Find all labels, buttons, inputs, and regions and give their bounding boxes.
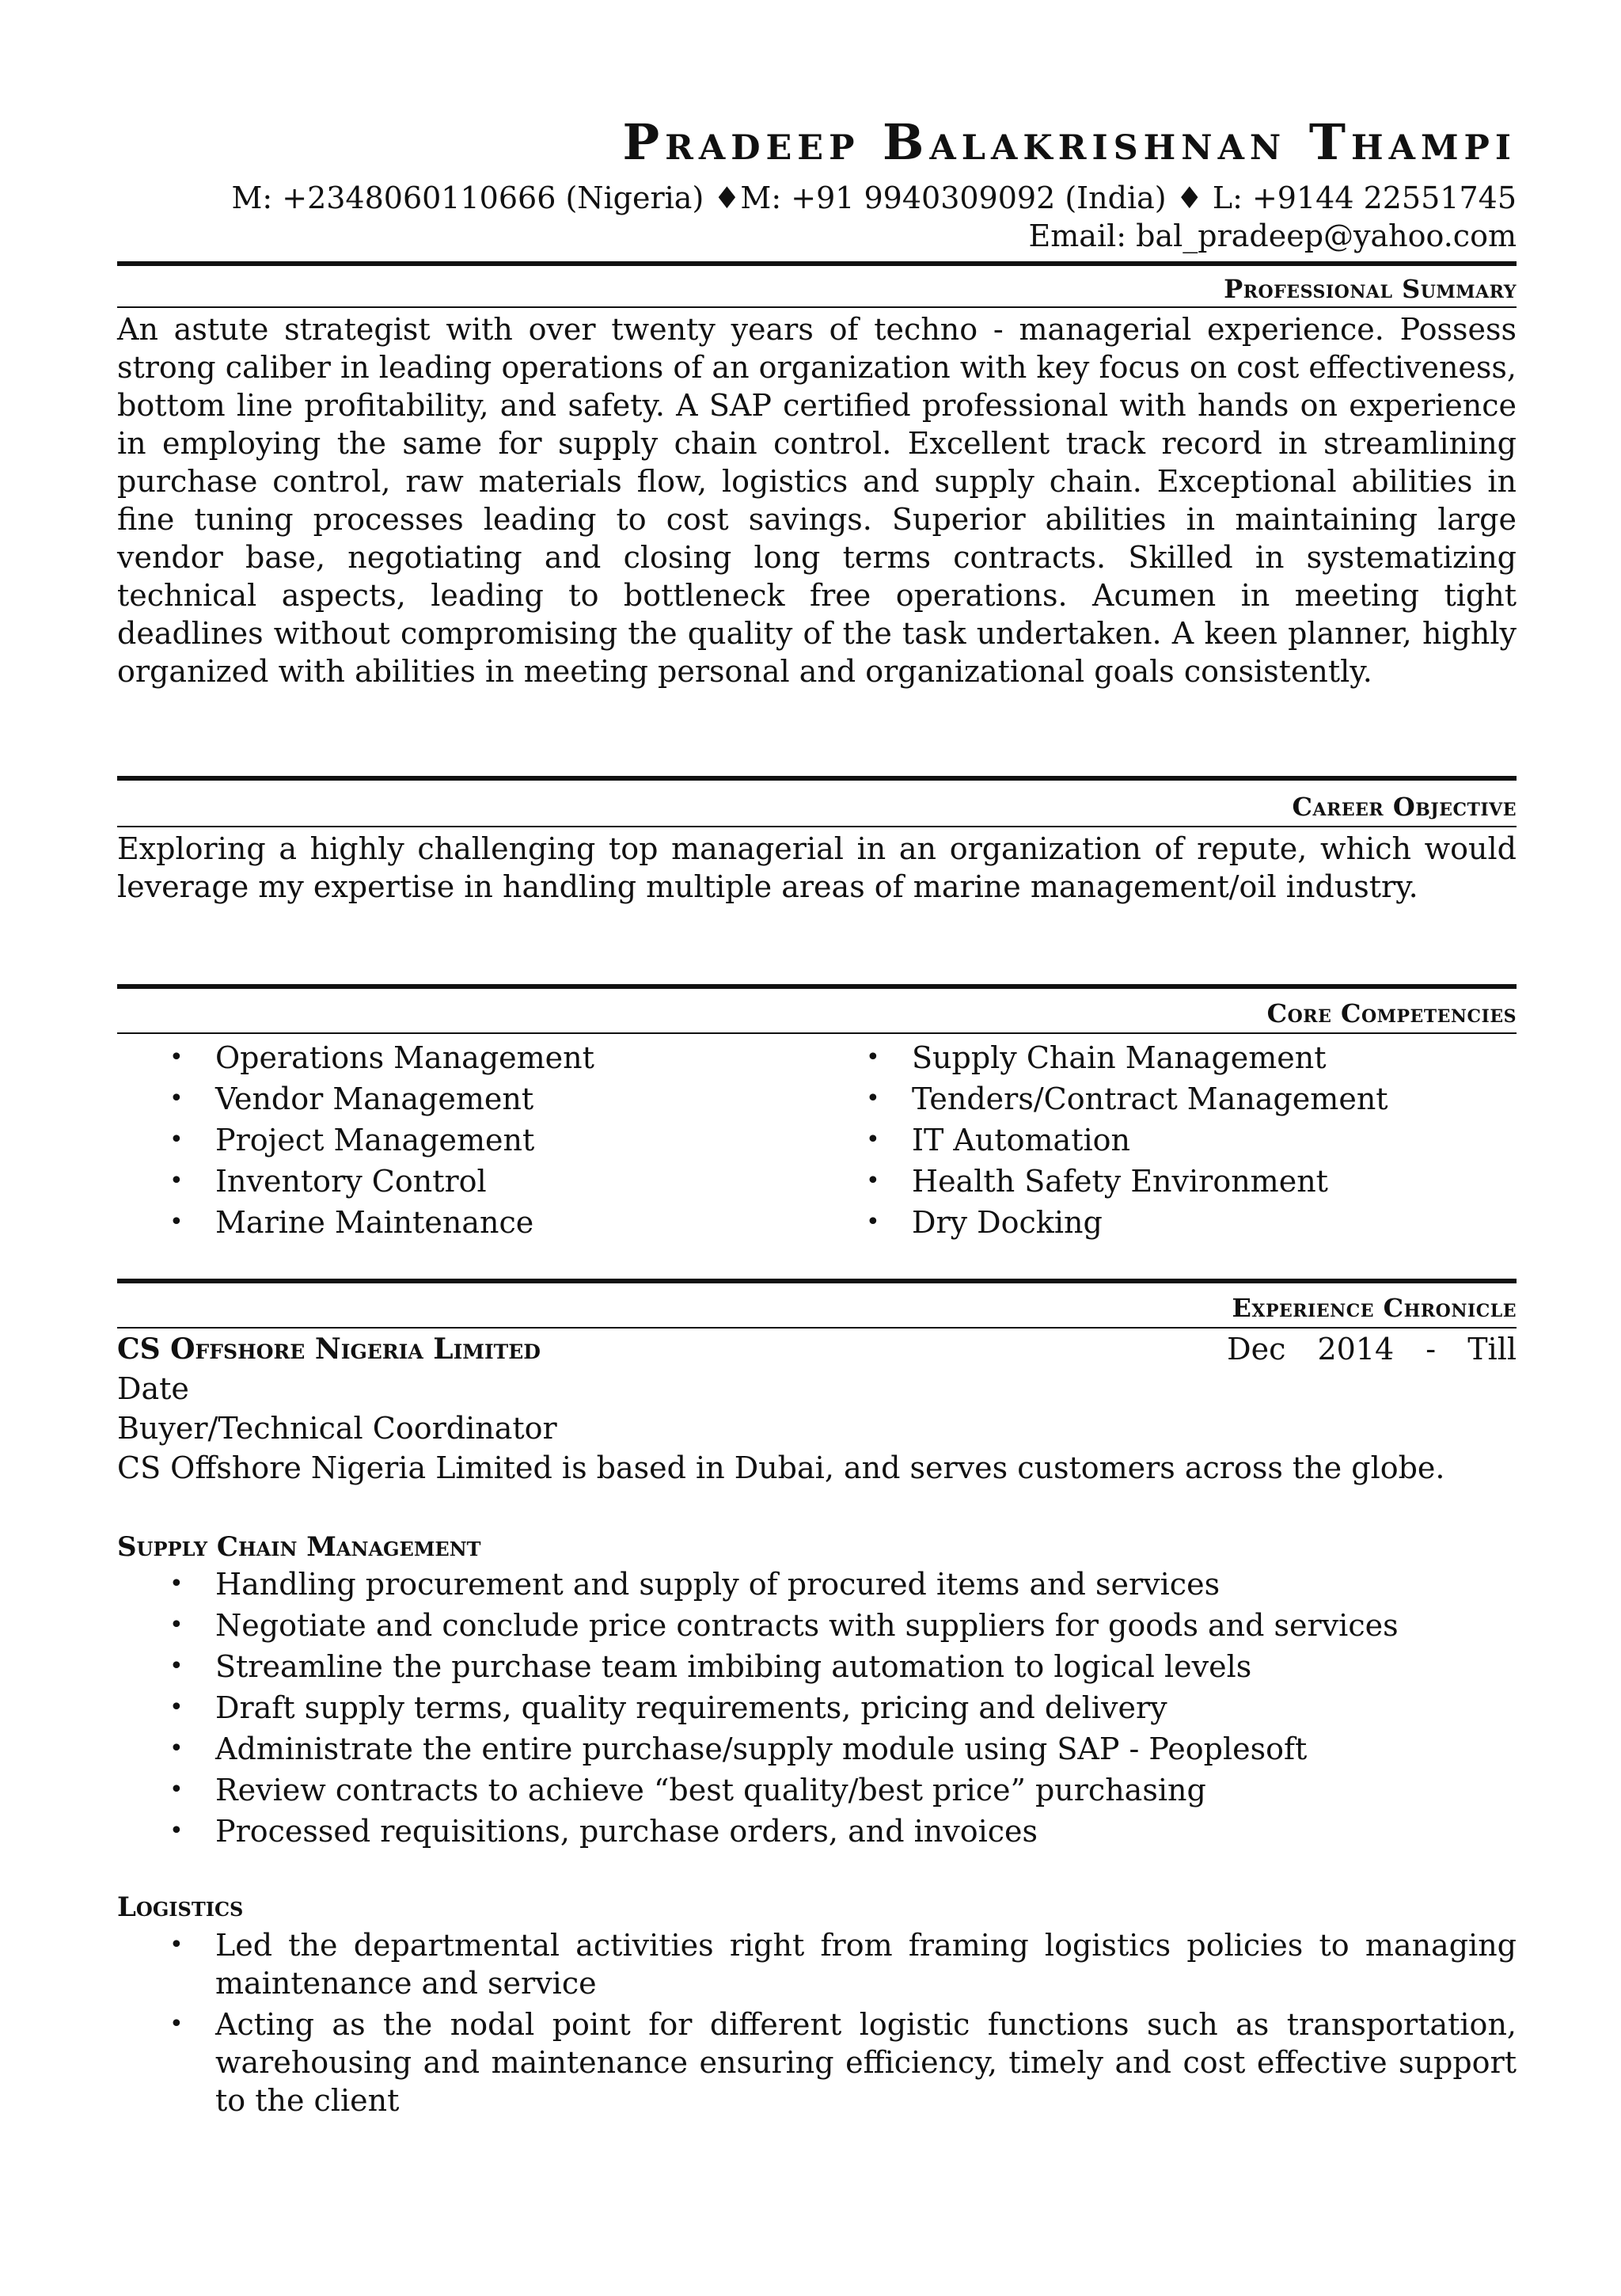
career-objective-heading: Career Objective — [1292, 792, 1517, 822]
list-item: • Negotiate and conclude price contracts with suppliers for goods and services — [117, 1605, 1517, 1646]
list-item: • IT Automation — [814, 1119, 1517, 1161]
list-item: • Supply Chain Management — [814, 1037, 1517, 1078]
list-item: • Review contracts to achieve “best quality/best price” purchasing — [117, 1770, 1517, 1811]
bullet-icon: • — [169, 1611, 184, 1639]
bullet-icon: • — [169, 1931, 184, 1959]
bullet-icon: • — [866, 1167, 880, 1195]
bullet-icon: • — [866, 1126, 880, 1154]
bullet-icon: • — [169, 1208, 184, 1236]
section-divider — [117, 826, 1517, 827]
supply-chain-list — [117, 1564, 1517, 1852]
bullet-icon: • — [866, 1208, 880, 1236]
professional-summary-text: An astute strategist with over twenty years of techno - managerial experience. Possess strong caliber in leading operations of an organization with key focus on cost effectiveness, bottom line profitability, and safety. A SAP certified professional with hands on experience in employing the same for supply chain control. Excellent track record in streamlining purchase control, raw materials flow, logistics and supply chain. Exceptional abilities in fine tuning processes leading to cost savings. Superior abilities in maintaining large vendor base, negotiating and closing long terms contracts. Skilled in systematizing technical aspects, leading to bottleneck free operations. Acumen in meeting tight deadlines without compromising the quality of the task undertaken. A keen planner, highly organized with abilities in meeting personal and organizational goals consistently. — [117, 312, 1517, 689]
section-divider — [117, 306, 1517, 308]
bullet-icon: • — [169, 1085, 184, 1112]
list-item: • Handling procurement and supply of procured items and services — [117, 1564, 1517, 1605]
bullet-icon: • — [169, 1735, 184, 1762]
list-item: • Administrate the entire purchase/supply module using SAP - Peoplesoft — [117, 1728, 1517, 1770]
career-objective-text: Exploring a highly challenging top managerial in an organization of repute, which would leverage my expertise in handling multiple areas of marine management/oil industry. — [117, 831, 1517, 904]
section-divider — [117, 1279, 1517, 1283]
resume-page — [117, 0, 1517, 2296]
bullet-icon: • — [169, 2010, 184, 2038]
bullet-icon: • — [169, 1043, 184, 1071]
company-name: CS Offshore Nigeria Limited — [117, 1332, 541, 1366]
list-item: • Health Safety Environment — [814, 1161, 1517, 1202]
bullet-icon: • — [169, 1817, 184, 1845]
bullet-icon: • — [169, 1570, 184, 1598]
core-competencies-heading: Core Competencies — [1266, 998, 1517, 1028]
competencies-right-list — [814, 1037, 1517, 1243]
list-item: • Acting as the nodal point for different logistic functions such as transportation, warehousing and maintenance ensuring efficiency, timely and cost effective support to the client — [169, 2007, 1517, 2118]
job-title: Buyer/Technical Coordinator — [117, 1411, 557, 1446]
section-divider — [117, 1327, 1517, 1329]
list-item: • Processed requisitions, purchase orders, and invoices — [117, 1811, 1517, 1852]
email-address: Email: bal_pradeep@yahoo.com — [1028, 219, 1517, 253]
section-divider — [117, 1032, 1517, 1034]
experience-chronicle-heading: Experience Chronicle — [1232, 1293, 1517, 1323]
employment-dates: Dec 2014 - Till — [1227, 1332, 1517, 1367]
supply-chain-heading: Supply Chain Management — [117, 1531, 481, 1563]
bullet-icon: • — [169, 1167, 184, 1195]
section-divider — [117, 261, 1517, 266]
list-item: • Streamline the purchase team imbibing automation to logical levels — [117, 1646, 1517, 1687]
section-divider — [117, 776, 1517, 781]
list-item: • Operations Management — [117, 1037, 814, 1078]
employment-dates-cont: Date — [117, 1371, 189, 1406]
bullet-icon: • — [169, 1652, 184, 1680]
candidate-name: Pradeep Balakrishnan Thampi — [622, 113, 1517, 171]
contact-block — [231, 179, 1517, 255]
list-item: • Marine Maintenance — [117, 1202, 814, 1243]
list-item: • Dry Docking — [814, 1202, 1517, 1243]
bullet-icon: • — [866, 1085, 880, 1112]
logistics-list — [117, 1926, 1517, 2119]
bullet-icon: • — [169, 1693, 184, 1721]
section-divider — [117, 984, 1517, 989]
professional-summary-heading: Professional Summary — [1224, 274, 1517, 304]
competencies-left-list — [117, 1037, 814, 1243]
list-item: • Led the departmental activities right from framing logistics policies to managing maintenance and service — [169, 1928, 1517, 2001]
list-item: • Vendor Management — [117, 1078, 814, 1119]
logistics-heading: Logistics — [117, 1891, 244, 1923]
company-description: CS Offshore Nigeria Limited is based in Dubai, and serves customers across the globe. — [117, 1450, 1445, 1485]
list-item: • Inventory Control — [117, 1161, 814, 1202]
list-item: • Tenders/Contract Management — [814, 1078, 1517, 1119]
list-item: • Project Management — [117, 1119, 814, 1161]
bullet-icon: • — [169, 1776, 184, 1804]
bullet-icon: • — [866, 1043, 880, 1071]
phone-numbers: M: +2348060110666 (Nigeria) ♦M: +91 9940309092 (India) ♦ L: +9144 22551745 — [231, 181, 1517, 215]
list-item: • Draft supply terms, quality requirements, pricing and delivery — [117, 1687, 1517, 1728]
bullet-icon: • — [169, 1126, 184, 1154]
